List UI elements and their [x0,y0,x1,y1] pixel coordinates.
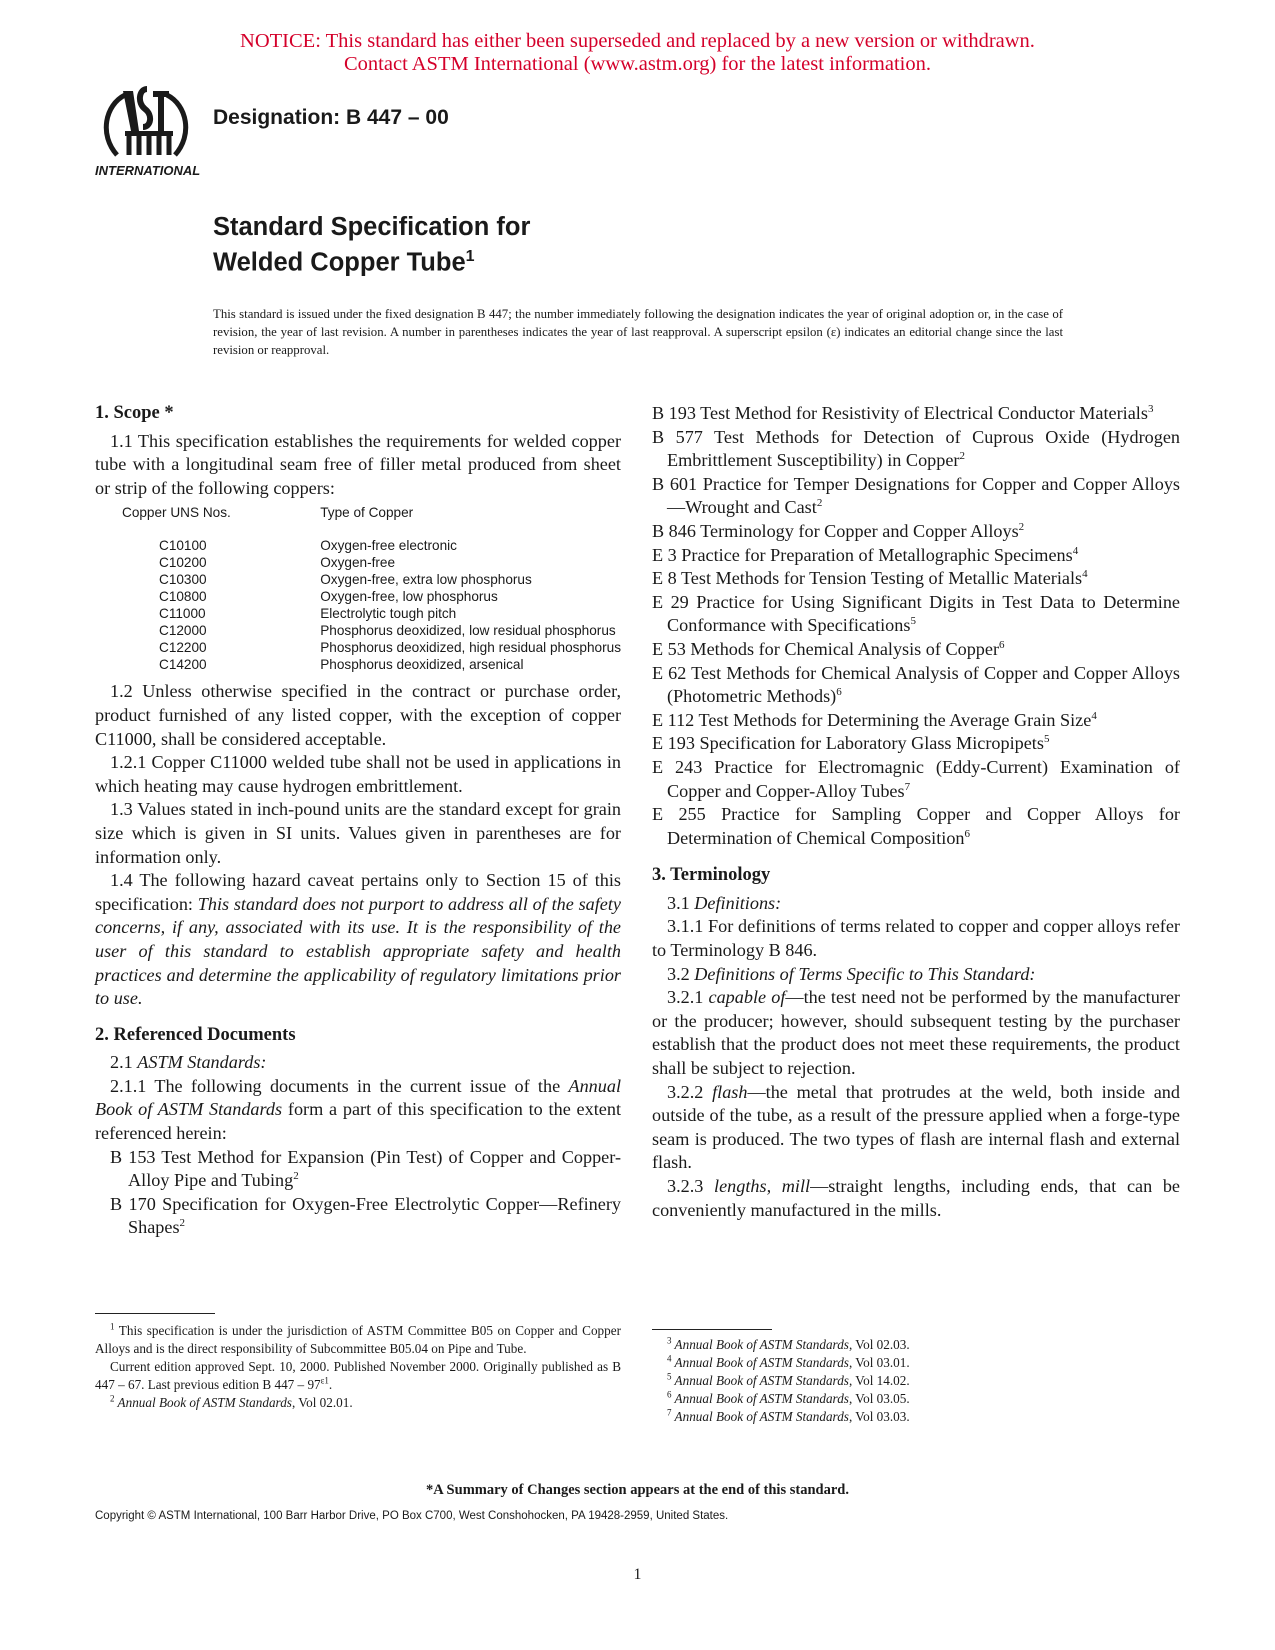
reference-item: E 193 Specification for Laboratory Glass Micropipets$^5$ [652,733,1050,754]
page-number: 1 [633,1566,642,1583]
reference-item: B 170 Specification for Oxygen-Free Electrolytic Copper—Refinery Shapes$^2$ [110,1193,621,1238]
table-cell-type: Oxygen-free [320,555,396,571]
section-heading-referenced-documents: 2. Referenced Documents [95,1024,296,1045]
paragraph-3-1: 3.1 Definitions: [667,892,782,913]
table-cell-uns: C10800 [159,589,207,605]
paragraph-1-4: 1.4 The following hazard caveat pertains only to Section 15 of this specification: This standard does not purport to address all of the safety concerns, if any, associated with its use. It is the responsibility of the user of this standard to establish appropriate safety and health practices and determine the applicability of regulatory limitations prior to use. [95,870,621,1009]
table-cell-uns: C12000 [159,623,207,639]
table-header-type: Type of Copper [320,505,414,521]
table-cell-type: Oxygen-free, extra low phosphorus [320,572,532,588]
reference-item: E 255 Practice for Sampling Copper and Copper Alloys for Determination of Chemical Composition$^6$ [652,804,1180,848]
reference-item: E 3 Practice for Preparation of Metallographic Specimens$^4$ [652,544,1079,565]
table-cell-uns: C10200 [159,555,207,571]
table-header-uns: Copper UNS Nos. [122,505,231,521]
astm-logo [95,83,200,183]
reference-item: E 112 Test Methods for Determining the Average Grain Size$^4$ [652,709,1097,730]
copyright: Copyright © ASTM International, 100 Barr Harbor Drive, PO Box C700, West Conshohocken, PA 19428-2959, United States. [95,1510,729,1522]
paragraph-1-3: 1.3 Values stated in inch-pound units are the standard except for grain size which is given in SI units. Values given in parentheses are for information only. [95,799,621,867]
right-column [652,402,1180,1222]
astm-logo-icon [95,83,200,183]
table-cell-type: Phosphorus deoxidized, arsenical [320,657,524,673]
reference-item: E 243 Practice for Electromagnic (Eddy-Current) Examination of Copper and Copper-Alloy Tubes$^7$ [652,756,1180,801]
footnote-rule-right [652,1329,772,1330]
summary-of-changes-note: *A Summary of Changes section appears at the end of this standard. [426,1482,849,1498]
document-title [213,212,530,278]
paragraph-3-2-2: 3.2.2 flash—the metal that protrudes at the weld, both inside and outside of the tube, as a result of the pressure applied when a forge-type seam is produced. The two types of flash are internal flash and external flash. [652,1081,1180,1173]
footnote-item: $^5$ Annual Book of ASTM Standards, Vol 14.02. [667,1371,910,1388]
table-row [95,571,621,588]
table-row [95,537,621,554]
reference-item: E 62 Test Methods for Chemical Analysis of Copper and Copper Alloys (Photometric Methods)$^6$ [652,662,1180,707]
footnote-2: $^2$ Annual Book of ASTM Standards, Vol 02.01. [110,1393,353,1410]
table-cell-uns: C10300 [159,572,207,588]
table-row [95,656,621,673]
reference-item: E 8 Test Methods for Tension Testing of Metallic Materials$^4$ [652,568,1088,589]
table-cell-type: Phosphorus deoxidized, high residual phosphorus [320,640,621,656]
left-column [95,402,621,1240]
footnote-1-edition: Current edition approved Sept. 10, 2000. Published November 2000. Originally published as B 447 – 67. Last previous edition B $447 - 97^{\varepsilon 1}$. [95,1359,621,1392]
table-row [95,605,621,622]
reference-item: B 153 Test Method for Expansion (Pin Test) of Copper and Copper-Alloy Pipe and Tubing$^2$ [110,1146,621,1191]
footnotes-right [652,1336,1180,1426]
logo-org-text: INTERNATIONAL [95,163,200,178]
paragraph-2-1: 2.1 ASTM Standards: [110,1052,267,1073]
paragraph-3-1-1: 3.1.1 For definitions of terms related to copper and copper alloys refer to Terminology B 846. [652,916,1180,961]
section-heading-terminology: 3. Terminology [652,865,771,886]
reference-item: E 29 Practice for Using Significant Digits in Test Data to Determine Conformance with Specifications$^5$ [652,591,1180,636]
copper-table [95,504,621,673]
paragraph-1-2: 1.2 Unless otherwise specified in the contract or purchase order, product furnished of any listed copper, with the exception of copper C11000, shall be considered acceptable. [95,681,621,749]
paragraph-3-2-1: 3.2.1 capable of—the test need not be performed by the manufacturer or the producer; however, should subsequent testing by the purchaser establish that the product does not meet these requirements, the product shall be subject to rejection. [652,987,1180,1079]
reference-item: B 193 Test Method for Resistivity of Electrical Conductor Materials$^3$ [652,402,1154,423]
paragraph-2-1-1: 2.1.1 The following documents in the current issue of the Annual Book of ASTM Standards form a part of this specification to the extent referenced herein: [95,1075,621,1144]
table-row [95,622,621,639]
reference-item: E 53 Methods for Chemical Analysis of Copper$^6$ [652,638,1005,659]
footnote-item: $^4$ Annual Book of ASTM Standards, Vol 03.01. [667,1353,910,1370]
preamble: This standard is issued under the fixed designation B 447; the number immediately following the designation indicates the year of original adoption or, in the case of revision, the year of last revision. A number in parentheses indicates the year of last reapproval. A superscript epsilon (ε) indicates an editorial change since the last revision or reapproval. [213,307,1063,357]
footnote-rule-left [95,1313,215,1314]
reference-item: B 601 Practice for Temper Designations for Copper and Copper Alloys—Wrought and Cast$^2$ [652,473,1180,518]
table-cell-uns: C12200 [159,640,207,656]
table-cell-uns: C11000 [159,606,206,622]
paragraph-1-2-1: 1.2.1 Copper C11000 welded tube shall not be used in applications in which heating may cause hydrogen embrittlement. [95,752,621,796]
reference-item: B 846 Terminology for Copper and Copper Alloys$^2$ [652,520,1025,541]
paragraph-3-2: 3.2 Definitions of Terms Specific to This Standard: [667,963,1036,984]
paragraph-1-1: 1.1 This specification establishes the requirements for welded copper tube with a longitudinal seam free of filler metal produced from sheet or strip of the following coppers: [95,430,621,498]
section-heading-scope: 1. Scope * [95,403,174,423]
withdrawal-notice [0,30,1275,76]
table-row [95,554,621,571]
footnote-item: $^7$ Annual Book of ASTM Standards, Vol 03.03. [667,1407,910,1424]
notice-line-1: NOTICE: This standard has either been superseded and replaced by a new version or withdrawn. [240,30,1035,52]
title-footnote-ref: 1 [465,248,475,265]
table-cell-uns: C14200 [159,657,207,673]
footnote-1: $^1$ This specification is under the jurisdiction of ASTM Committee B05 on Copper and Copper Alloys and is the direct responsibility of Subcommittee B05.04 on Pipe and Tube. [95,1321,621,1356]
footnote-item: $^6$ Annual Book of ASTM Standards, Vol 03.05. [667,1389,910,1406]
reference-item: B 577 Test Methods for Detection of Cuprous Oxide (Hydrogen Embrittlement Susceptibility) in Copper$^2$ [652,426,1180,471]
title-line-1: Standard Specification for [213,213,531,241]
table-cell-uns: C10100 [159,538,207,554]
table-cell-type: Oxygen-free, low phosphorus [320,589,498,605]
title-line-2: Welded Copper Tube$^1$ [213,248,475,277]
designation: Designation: B 447 – 00 [213,106,449,129]
table-cell-type: Electrolytic tough pitch [320,606,457,622]
table-cell-type: Oxygen-free electronic [320,538,457,554]
table-cell-type: Phosphorus deoxidized, low residual phosphorus [320,623,616,639]
footnote-item: $^3$ Annual Book of ASTM Standards, Vol 02.03. [667,1335,910,1352]
footnotes-left [95,1322,621,1412]
table-row [95,588,621,605]
table-row [95,639,621,656]
notice-line-2: Contact ASTM International (www.astm.org) for the latest information. [344,53,931,75]
paragraph-3-2-3: 3.2.3 lengths, mill—straight lengths, including ends, that can be conveniently manufactured in the mills. [652,1176,1181,1220]
